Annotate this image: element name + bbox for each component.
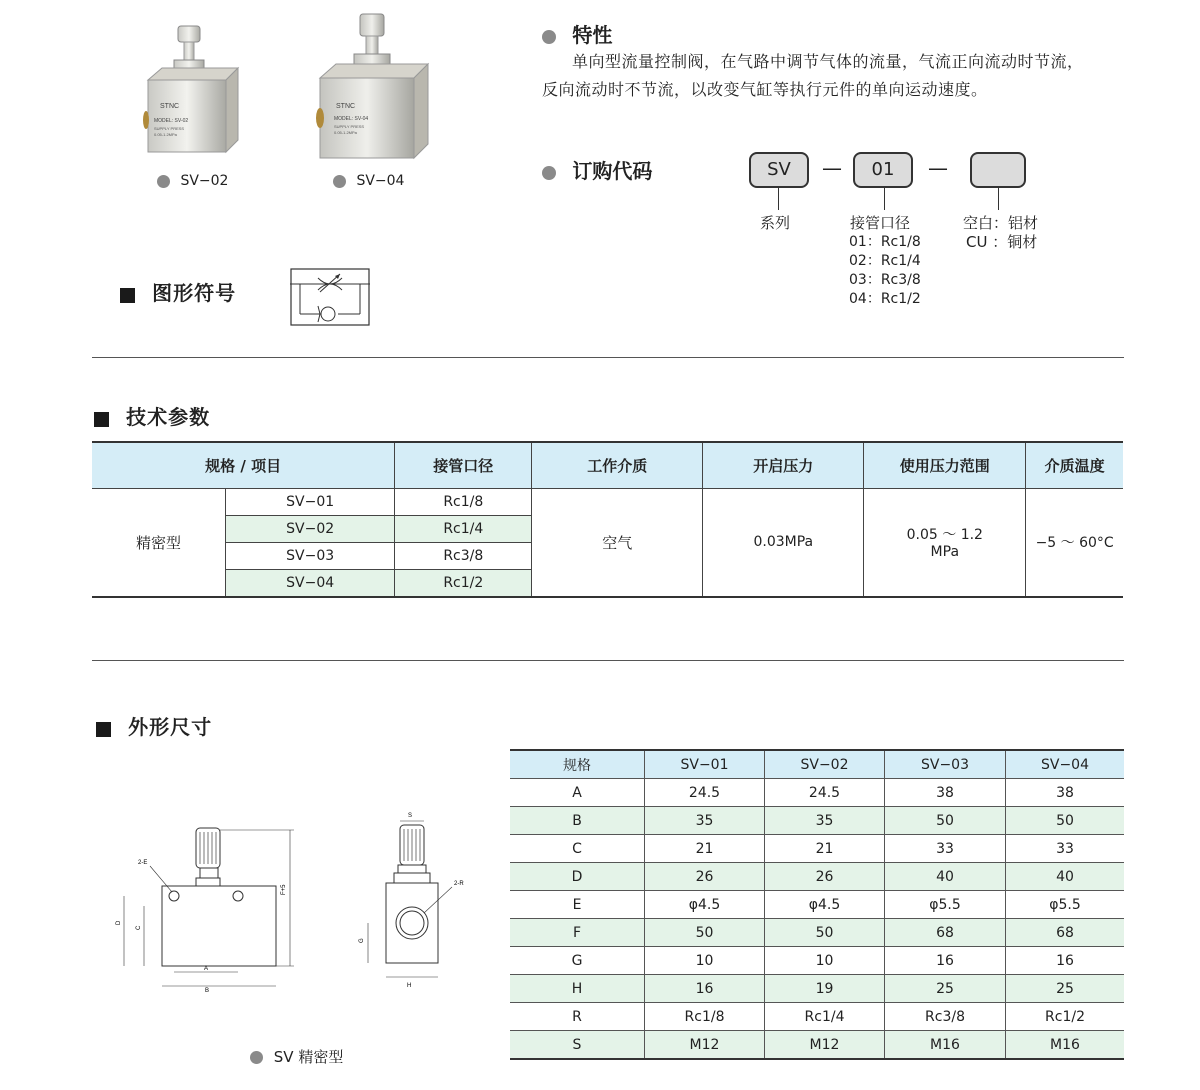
photo-pressure-text: 0.05-1.2MPa bbox=[154, 132, 177, 137]
row-label-cell: R bbox=[510, 1003, 645, 1031]
value-cell: 50 bbox=[645, 919, 765, 947]
bullet-dot-icon bbox=[157, 175, 170, 188]
header-cell: SV−02 bbox=[765, 750, 885, 779]
valve-symbol-icon bbox=[290, 268, 370, 326]
port-option-01: 01：Rc1/8 bbox=[849, 234, 921, 250]
value-cell: 25 bbox=[1006, 975, 1125, 1003]
model-cell: SV−01 bbox=[226, 489, 395, 516]
tech-section-title: 技术参数 bbox=[94, 401, 210, 430]
temperature-cell: −5 ～ 60°C bbox=[1026, 489, 1123, 597]
photo-supply-text: SUPPLY PRESS bbox=[154, 126, 185, 131]
dim-label: B bbox=[205, 988, 210, 994]
port-option-03: 03：Rc3/8 bbox=[849, 272, 921, 288]
model-cell: SV−02 bbox=[226, 516, 395, 543]
dim-label: 2-R bbox=[454, 881, 464, 887]
value-cell: 25 bbox=[885, 975, 1006, 1003]
dim-label: C bbox=[136, 925, 142, 930]
value-cell: 68 bbox=[1006, 919, 1125, 947]
material-option-cu: CU ：铜材 bbox=[966, 233, 1038, 251]
value-cell: 35 bbox=[645, 807, 765, 835]
model-cell: SV−03 bbox=[226, 543, 395, 570]
table-row bbox=[510, 779, 1124, 807]
model-cell: SV−04 bbox=[226, 570, 395, 597]
table-row bbox=[510, 807, 1124, 835]
dim-label: S bbox=[408, 813, 413, 819]
value-cell: φ4.5 bbox=[645, 891, 765, 919]
value-cell: 35 bbox=[765, 807, 885, 835]
header-cell: 介质温度 bbox=[1026, 442, 1123, 489]
divider-line bbox=[92, 660, 1124, 661]
section-square-icon bbox=[94, 412, 109, 427]
table-row bbox=[510, 835, 1124, 863]
value-cell: Rc3/8 bbox=[885, 1003, 1006, 1031]
value-cell: 50 bbox=[1006, 807, 1125, 835]
medium-cell: 空气 bbox=[532, 489, 703, 597]
dims-section-title: 外形尺寸 bbox=[96, 711, 212, 740]
table-row bbox=[510, 1003, 1124, 1031]
divider-line bbox=[92, 357, 1124, 358]
section-square-icon bbox=[96, 722, 111, 737]
row-label-cell: B bbox=[510, 807, 645, 835]
value-cell: Rc1/8 bbox=[645, 1003, 765, 1031]
bullet-dot-icon bbox=[542, 166, 556, 180]
port-cell: Rc3/8 bbox=[395, 543, 532, 570]
port-label: 接管口径 bbox=[850, 214, 911, 232]
value-cell: 26 bbox=[645, 863, 765, 891]
value-cell: 16 bbox=[1006, 947, 1125, 975]
value-cell: 24.5 bbox=[765, 779, 885, 807]
port-cell: Rc1/2 bbox=[395, 570, 532, 597]
product-photo-sv02 bbox=[140, 20, 250, 160]
header-cell: SV−04 bbox=[1006, 750, 1125, 779]
bullet-dot-icon bbox=[333, 175, 346, 188]
code-box-series: SV bbox=[749, 152, 809, 188]
table-row bbox=[92, 489, 1123, 516]
port-cell: Rc1/8 bbox=[395, 489, 532, 516]
code-dash-1: — bbox=[822, 156, 842, 180]
value-cell: 33 bbox=[885, 835, 1006, 863]
value-cell: M16 bbox=[885, 1031, 1006, 1060]
product-photo-sv04 bbox=[310, 10, 440, 162]
dim-label: H bbox=[407, 983, 412, 989]
port-option-02: 02：Rc1/4 bbox=[849, 253, 921, 269]
side-view-drawing bbox=[350, 805, 480, 995]
value-cell: 50 bbox=[885, 807, 1006, 835]
value-cell: 16 bbox=[885, 947, 1006, 975]
row-label-cell: A bbox=[510, 779, 645, 807]
row-label-cell: H bbox=[510, 975, 645, 1003]
table-header-row bbox=[92, 442, 1123, 489]
value-cell: 50 bbox=[765, 919, 885, 947]
dimensions-table bbox=[510, 749, 1124, 1060]
open-pressure-cell: 0.03MPa bbox=[703, 489, 864, 597]
port-option-04: 04：Rc1/2 bbox=[849, 291, 921, 307]
value-cell: 68 bbox=[885, 919, 1006, 947]
value-cell: M12 bbox=[765, 1031, 885, 1060]
value-cell: 24.5 bbox=[645, 779, 765, 807]
order-code-title: 订购代码 bbox=[542, 155, 652, 184]
header-cell: 接管口径 bbox=[395, 442, 532, 489]
table-row bbox=[510, 975, 1124, 1003]
bullet-dot-icon bbox=[250, 1051, 263, 1064]
row-label-cell: S bbox=[510, 1031, 645, 1060]
row-label-cell: G bbox=[510, 947, 645, 975]
table-row bbox=[510, 1031, 1124, 1060]
code-dash-2: — bbox=[928, 156, 948, 180]
front-view-drawing bbox=[110, 820, 310, 1000]
table-header-row bbox=[510, 750, 1124, 779]
product-caption-sv04 bbox=[333, 173, 404, 189]
table-row bbox=[510, 891, 1124, 919]
value-cell: 33 bbox=[1006, 835, 1125, 863]
code-box-port: 01 bbox=[853, 152, 913, 188]
port-cell: Rc1/4 bbox=[395, 516, 532, 543]
value-cell: 10 bbox=[645, 947, 765, 975]
header-cell: 工作介质 bbox=[532, 442, 703, 489]
photo-pressure-text: 0.05-1.2MPa bbox=[334, 130, 357, 135]
value-cell: 21 bbox=[645, 835, 765, 863]
value-cell: 40 bbox=[1006, 863, 1125, 891]
code-connector-line bbox=[998, 188, 999, 210]
features-line-1: 单向型流量控制阀，在气路中调节气体的流量，气流正向流动时节流， bbox=[572, 52, 1084, 71]
dim-label: G bbox=[359, 938, 365, 943]
value-cell: 19 bbox=[765, 975, 885, 1003]
value-cell: M16 bbox=[1006, 1031, 1125, 1060]
row-label-cell: D bbox=[510, 863, 645, 891]
dim-label: F+5 bbox=[281, 884, 287, 895]
material-option-blank: 空白：铝材 bbox=[963, 214, 1039, 232]
value-cell: 16 bbox=[645, 975, 765, 1003]
header-cell: SV−03 bbox=[885, 750, 1006, 779]
value-cell: 10 bbox=[765, 947, 885, 975]
product-label: SV−02 bbox=[180, 173, 229, 189]
value-cell: 26 bbox=[765, 863, 885, 891]
series-label: 系列 bbox=[760, 214, 791, 232]
dim-label: A bbox=[204, 966, 209, 972]
table-row bbox=[510, 919, 1124, 947]
product-label: SV−04 bbox=[356, 173, 405, 189]
dim-label: D bbox=[116, 920, 122, 925]
row-label-cell: C bbox=[510, 835, 645, 863]
drawing-caption: SV 精密型 bbox=[250, 1046, 343, 1067]
table-row bbox=[510, 947, 1124, 975]
tech-params-table bbox=[92, 441, 1123, 598]
value-cell: 21 bbox=[765, 835, 885, 863]
header-cell: 规格 / 项目 bbox=[92, 442, 395, 489]
features-title: 特性 bbox=[542, 19, 612, 48]
header-cell: 规格 bbox=[510, 750, 645, 779]
code-connector-line bbox=[884, 188, 885, 210]
value-cell: φ5.5 bbox=[1006, 891, 1125, 919]
photo-model-text: MODEL: SV-04 bbox=[334, 116, 369, 122]
code-box-material bbox=[970, 152, 1026, 188]
value-cell: 40 bbox=[885, 863, 1006, 891]
type-cell: 精密型 bbox=[92, 489, 226, 597]
value-cell: M12 bbox=[645, 1031, 765, 1060]
photo-supply-text: SUPPLY PRESS bbox=[334, 124, 365, 129]
dim-label: 2-E bbox=[138, 860, 148, 866]
photo-brand: STNC bbox=[336, 103, 356, 110]
header-cell: 开启压力 bbox=[703, 442, 864, 489]
row-label-cell: E bbox=[510, 891, 645, 919]
header-cell: SV−01 bbox=[645, 750, 765, 779]
value-cell: 38 bbox=[885, 779, 1006, 807]
section-square-icon bbox=[120, 288, 135, 303]
bullet-dot-icon bbox=[542, 30, 556, 44]
photo-model-text: MODEL: SV-02 bbox=[154, 118, 189, 124]
row-label-cell: F bbox=[510, 919, 645, 947]
symbol-section-title: 图形符号 bbox=[120, 277, 236, 306]
code-connector-line bbox=[778, 188, 779, 210]
pressure-range-cell: 0.05 ～ 1.2 MPa bbox=[864, 489, 1026, 597]
table-row bbox=[510, 863, 1124, 891]
photo-brand: STNC bbox=[160, 103, 180, 110]
product-caption-sv02 bbox=[157, 173, 228, 189]
value-cell: Rc1/2 bbox=[1006, 1003, 1125, 1031]
features-line-2: 反向流动时不节流，以改变气缸等执行元件的单向运动速度。 bbox=[542, 80, 988, 99]
value-cell: φ5.5 bbox=[885, 891, 1006, 919]
value-cell: φ4.5 bbox=[765, 891, 885, 919]
value-cell: Rc1/4 bbox=[765, 1003, 885, 1031]
header-cell: 使用压力范围 bbox=[864, 442, 1026, 489]
value-cell: 38 bbox=[1006, 779, 1125, 807]
